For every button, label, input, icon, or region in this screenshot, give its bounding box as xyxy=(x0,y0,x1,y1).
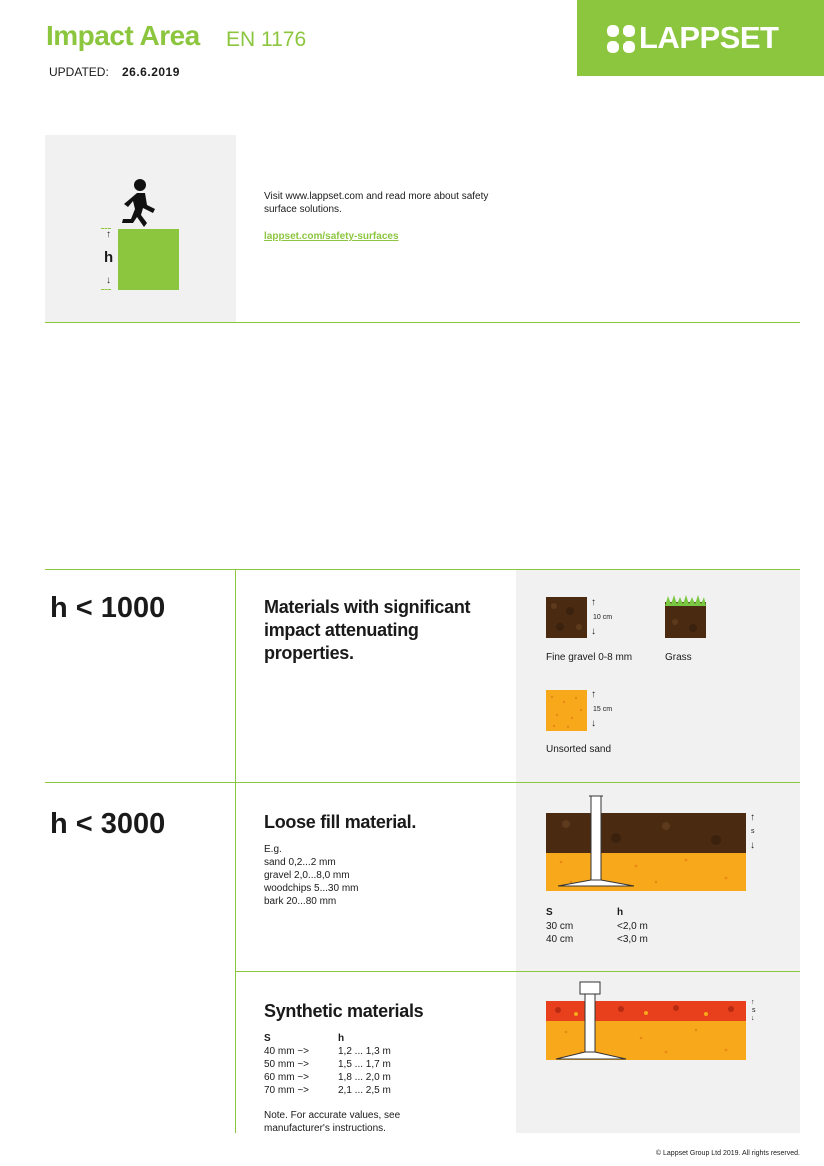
up-arrow-icon: ↑ xyxy=(591,597,596,608)
up-arrow-icon: ↑ xyxy=(750,812,755,823)
note-text: Note. For accurate values, see manufacturer's instructions. xyxy=(264,1110,401,1134)
depth-label: s xyxy=(751,828,755,835)
material-caption: Unsorted sand xyxy=(546,744,612,755)
updated-label: UPDATED: xyxy=(49,65,109,79)
table-header-s: S xyxy=(546,907,553,918)
height-limit-3000: h < 3000 xyxy=(50,808,166,840)
logo-text: LAPPSET xyxy=(639,20,779,55)
section-title: Loose fill material. xyxy=(264,812,417,832)
down-arrow-icon: ↓ xyxy=(750,840,755,851)
table-cell: 60 mm ~> xyxy=(264,1072,310,1083)
section-title: Materials with significant impact attenuating properties. xyxy=(264,597,471,663)
table-cell: 40 mm ~> xyxy=(264,1046,310,1057)
updated-date: 26.6.2019 xyxy=(122,65,180,79)
table-cell: 30 cm xyxy=(546,921,574,932)
table-header-h: h xyxy=(617,907,624,918)
down-arrow-icon: ↓ xyxy=(591,718,596,729)
page-title: Impact Area xyxy=(46,20,200,51)
safety-surfaces-link[interactable]: lappset.com/safety-surfaces xyxy=(264,231,399,242)
copyright-footer: © Lappset Group Ltd 2019. All rights reserved. xyxy=(655,1150,800,1157)
loose-fill-cross-section xyxy=(546,794,746,894)
down-arrow-icon: ↓ xyxy=(106,275,111,286)
up-arrow-icon: ↑ xyxy=(106,229,111,240)
divider xyxy=(45,322,800,323)
depth-label: 15 cm xyxy=(593,706,613,713)
unsorted-sand-swatch xyxy=(546,690,587,731)
example-item: bark 20...80 mm xyxy=(264,896,337,907)
down-arrow-icon: ↓ xyxy=(591,626,596,637)
grass-swatch xyxy=(665,594,706,638)
example-item: sand 0,2...2 mm xyxy=(264,857,336,868)
height-limit-1000: h < 1000 xyxy=(50,592,166,624)
height-label: h xyxy=(104,249,114,266)
dimension-tick xyxy=(101,289,111,290)
section-title: Synthetic materials xyxy=(264,1001,424,1021)
running-person-icon xyxy=(119,179,159,231)
lappset-logo[interactable] xyxy=(577,0,824,76)
material-caption: Grass xyxy=(665,652,692,663)
table-cell: 1,8 ... 2,0 m xyxy=(338,1072,391,1083)
lappset-logo-mark-icon xyxy=(607,25,635,53)
table-cell: <3,0 m xyxy=(617,934,648,945)
fine-gravel-swatch xyxy=(546,597,587,638)
fall-height-illustration xyxy=(45,135,236,322)
table-header-s: S xyxy=(264,1033,271,1044)
down-arrow-icon: ↓ xyxy=(751,1015,755,1022)
table-cell: 1,5 ... 1,7 m xyxy=(338,1059,391,1070)
table-cell: 70 mm ~> xyxy=(264,1085,310,1096)
table-cell: 2,1 ... 2,5 m xyxy=(338,1085,391,1096)
example-item: gravel 2,0...8,0 mm xyxy=(264,870,350,881)
table-cell: <2,0 m xyxy=(617,921,648,932)
standard-label: EN 1176 xyxy=(226,28,307,51)
depth-label: s xyxy=(752,1007,756,1014)
table-cell: 40 cm xyxy=(546,934,574,945)
examples-label: E.g. xyxy=(264,844,282,855)
visit-text: Visit www.lappset.com and read more about safety surface solutions. xyxy=(264,191,489,215)
material-caption: Fine gravel 0-8 mm xyxy=(546,652,633,663)
up-arrow-icon: ↑ xyxy=(751,999,755,1006)
synthetic-cross-section xyxy=(546,980,746,1062)
example-item: woodchips 5...30 mm xyxy=(264,883,359,894)
table-cell: 50 mm ~> xyxy=(264,1059,310,1070)
table-header-h: h xyxy=(338,1033,345,1044)
divider xyxy=(235,569,236,1133)
platform-block xyxy=(118,229,179,290)
depth-label: 10 cm xyxy=(593,614,613,621)
table-cell: 1,2 ... 1,3 m xyxy=(338,1046,391,1057)
up-arrow-icon: ↑ xyxy=(591,689,596,700)
